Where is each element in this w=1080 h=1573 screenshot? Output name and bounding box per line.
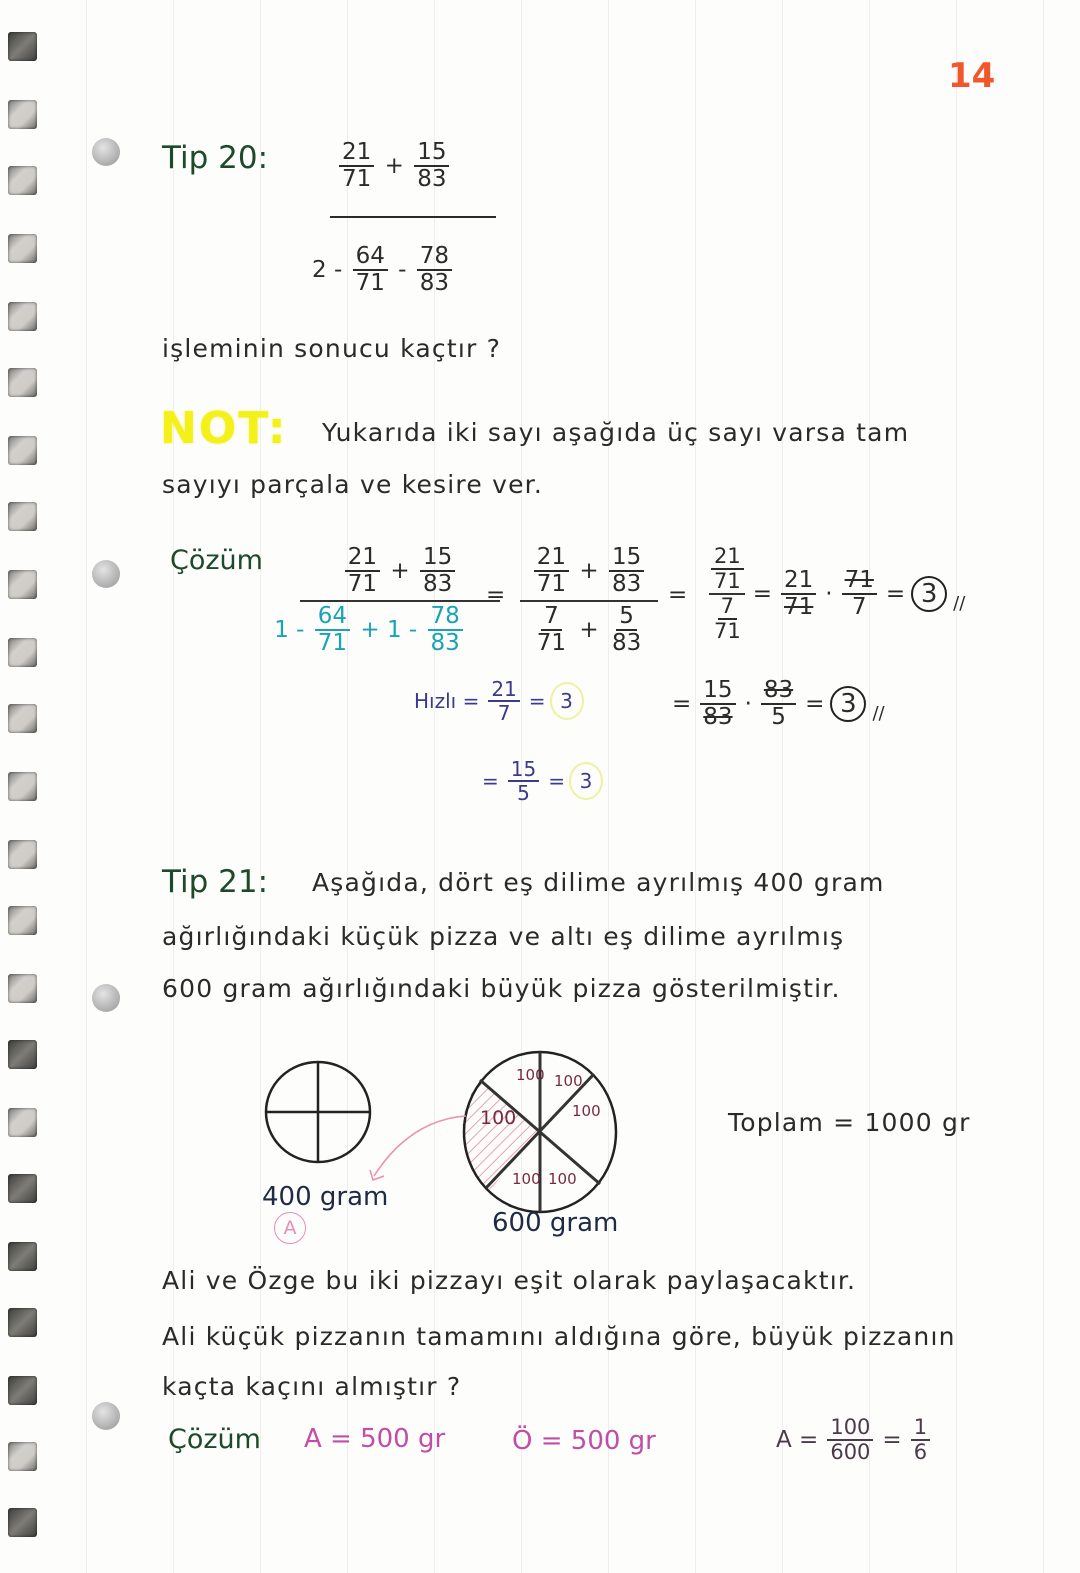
binder-hole xyxy=(8,906,37,935)
binder-hole xyxy=(8,1040,37,1069)
solution20-step1: $\frac{21}{71}$ + $\frac{15}{83}$ 1 - $\frac{64}{71}$ + 1 - $\frac{78}{83}$ xyxy=(300,545,500,656)
solution21-answer: A = $\frac{100}{600}$ = $\frac{1}{6}$ xyxy=(776,1416,933,1464)
big-pizza-icon xyxy=(460,1048,620,1218)
tip21-line-2: ağırlığındaki küçük pizza ve altı eş dilime ayrılmış xyxy=(162,922,845,951)
owner-badge-ali: A xyxy=(274,1212,306,1244)
binder-hole xyxy=(8,1242,37,1271)
binder-hole xyxy=(8,1174,37,1203)
result-circle: 3 xyxy=(830,686,866,722)
binder-hole xyxy=(8,974,37,1003)
svg-text:100: 100 xyxy=(548,1170,577,1188)
tip21-line-1: Aşağıda, dört eş dilime ayrılmış 400 gram xyxy=(312,868,885,897)
equals-sign: = xyxy=(668,582,688,608)
binder-hole xyxy=(8,166,37,195)
equals-sign: = xyxy=(486,582,506,608)
svg-text:100: 100 xyxy=(480,1107,517,1129)
binder-hole xyxy=(8,1442,37,1471)
tip20-heading: Tip 20: xyxy=(162,140,269,176)
shortcut-line-1: Hızlı = $\frac{21}{7}$ = 3 xyxy=(414,678,582,724)
tip21-question-line-1: Ali ve Özge bu iki pizzayı eşit olarak paylaşacaktır. xyxy=(162,1266,857,1295)
tip21-question-line-2: Ali küçük pizzanın tamamını aldığına göre, büyük pizzanın xyxy=(162,1322,956,1351)
binder-hole xyxy=(8,840,37,869)
big-pizza-label: 600 gram xyxy=(492,1208,619,1238)
note-label: NOT: xyxy=(160,403,288,454)
solution20-step2: $\frac{21}{71}$ + $\frac{15}{83}$ $\frac{7}{71}$ + $\frac{5}{83}$ xyxy=(520,545,658,656)
total-weight: Toplam = 1000 gr xyxy=(728,1108,971,1137)
binder-hole xyxy=(8,368,37,397)
binder-hole xyxy=(8,704,37,733)
page-number: 14 xyxy=(948,56,996,96)
svg-text:100: 100 xyxy=(554,1072,583,1090)
binder-hole xyxy=(8,436,37,465)
binder-hole xyxy=(8,1508,37,1537)
svg-text:100: 100 xyxy=(512,1170,541,1188)
tip20-numerator: $\frac{21}{71}$ + $\frac{15}{83}$ xyxy=(336,140,452,193)
solution20-step4: = $\frac{15}{83}$ · $\frac{83}{5}$ = 3 // xyxy=(672,677,885,731)
tip21-line-3: 600 gram ağırlığındaki büyük pizza gösterilmiştir. xyxy=(162,974,841,1003)
binder-hole xyxy=(8,1308,37,1337)
binder-hole xyxy=(8,502,37,531)
small-pizza-label: 400 gram xyxy=(262,1182,389,1212)
binder-hole xyxy=(8,32,37,61)
ozge-share: Ö = 500 gr xyxy=(512,1426,656,1456)
svg-text:100: 100 xyxy=(572,1102,601,1120)
svg-text:100: 100 xyxy=(516,1066,545,1084)
bullet-dot xyxy=(92,138,120,166)
binder-hole xyxy=(8,302,37,331)
binder-hole xyxy=(8,772,37,801)
tip21-heading: Tip 21: xyxy=(162,864,269,900)
solution20-step3: $\frac{21}{71}$ $\frac{7}{71}$ = $\frac{21}{71}$ · $\frac{71}{7}$ = 3 // xyxy=(708,545,965,643)
shortcut-line-2: = $\frac{15}{5}$ = 3 xyxy=(482,758,601,804)
arrow-icon xyxy=(360,1110,470,1190)
note-line-2: sayıyı parçala ve kesire ver. xyxy=(162,470,543,499)
bullet-dot xyxy=(92,1402,120,1430)
binder-hole xyxy=(8,638,37,667)
binder-hole xyxy=(8,234,37,263)
main-fraction-bar xyxy=(330,216,496,218)
bullet-dot xyxy=(92,984,120,1012)
binder-hole xyxy=(8,1108,37,1137)
ali-share: A = 500 gr xyxy=(304,1424,446,1454)
tip20-denominator: 2 - $\frac{64}{71}$ - $\frac{78}{83}$ xyxy=(312,244,455,297)
binder-hole xyxy=(8,570,37,599)
bullet-dot xyxy=(92,560,120,588)
solution21-label: Çözüm xyxy=(168,1424,261,1455)
binder-hole xyxy=(8,1376,37,1405)
tip20-question: işleminin sonucu kaçtır ? xyxy=(162,334,502,363)
binder-hole xyxy=(8,100,37,129)
result-circle: 3 xyxy=(911,576,947,612)
note-line-1: Yukarıda iki sayı aşağıda üç sayı varsa tam xyxy=(322,418,910,447)
tip21-question-line-3: kaçta kaçını almıştır ? xyxy=(162,1372,462,1401)
solution20-label: Çözüm xyxy=(170,545,263,576)
